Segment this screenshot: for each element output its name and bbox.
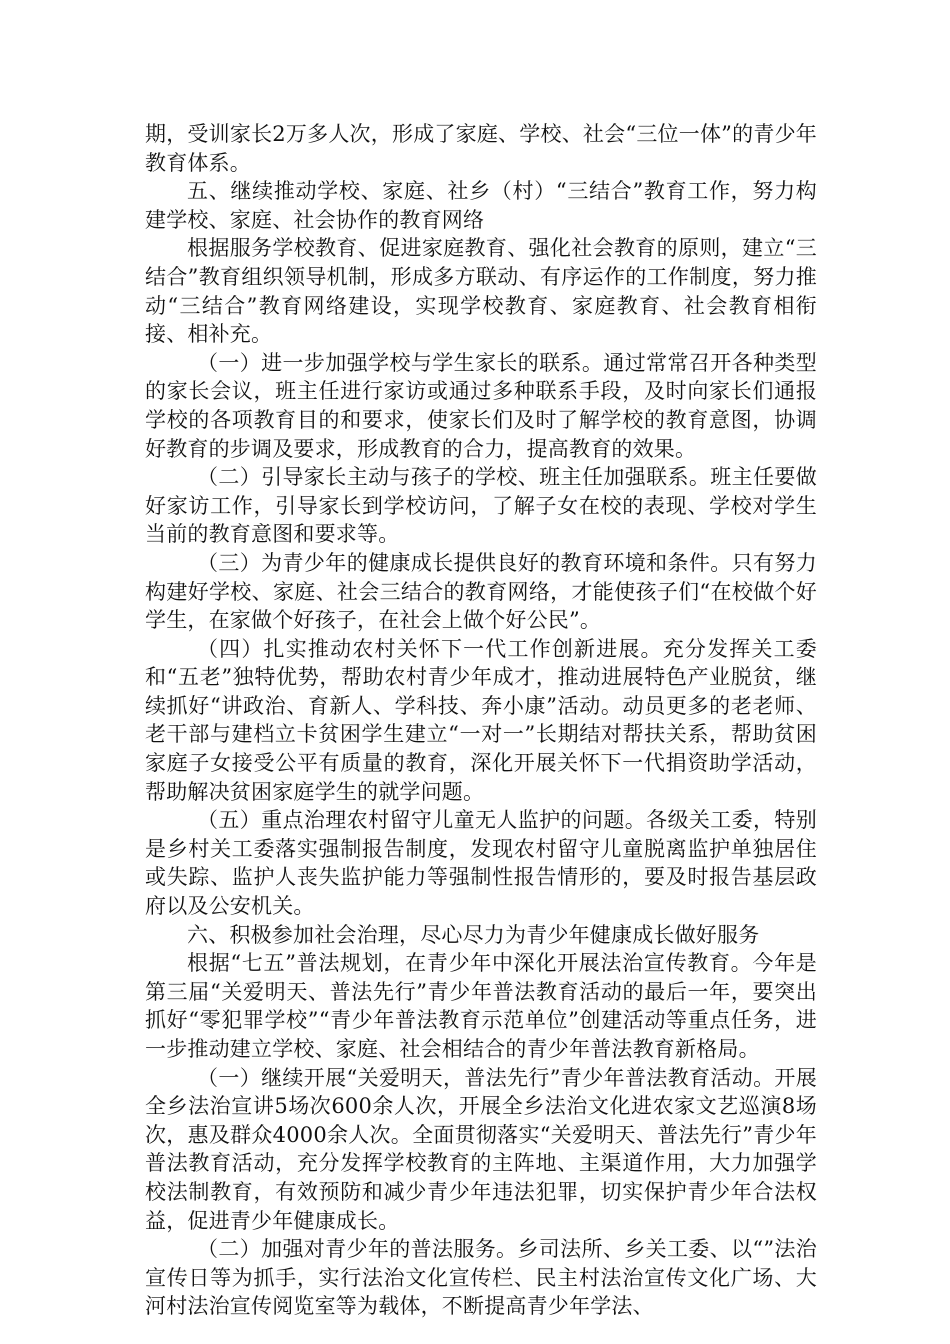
paragraph-item-2-guide-parents: （二）引导家长主动与孩子的学校、班主任加强联系。班主任要做好家访工作，引导家长到学校访问，了解子女在校的表现、学校对学生当前的教育意图和要求等。 <box>145 465 817 547</box>
paragraph-item-4-rural-care: （四）扎实推动农村关怀下一代工作创新进展。充分发挥关工委和“五老”独特优势，帮助农村青少年成才，推动进展特色产业脱贫，继续抓好“讲政治、育新人、学科技、奔小康”活动。动员更多的老老师、老干部与建档立卡贫困学生建立“一对一”长期结对帮扶关系，帮助贫困家庭子女接受公平有质量的教育，深化开展关怀下一代捐资助学活动，帮助解决贫困家庭学生的就学问题。 <box>145 636 817 804</box>
section-heading-six: 六、积极参加社会治理，尽心尽力为青少年健康成长做好服务 <box>187 922 760 947</box>
paragraph-continuation: 期，受训家长2万多人次，形成了家庭、学校、社会“三位一体”的青少年教育体系。 <box>145 122 817 175</box>
paragraph-item-3-education-environment: （三）为青少年的健康成长提供良好的教育环境和条件。只有努力构建好学校、家庭、社会三结合的教育网络，才能使孩子们“在校做个好学生，在家做个好孩子，在社会上做个好公民”。 <box>145 550 817 633</box>
paragraph-item-5-left-behind-children: （五）重点治理农村留守儿童无人监护的问题。各级关工委，特别是乡村关工委落实强制报告制度，发现农村留守儿童脱离监护单独居住或失踪、监护人丧失监护能力等强制性报告情形的，要及时报告基层政府以及公安机关。 <box>145 808 817 919</box>
document-body <box>145 120 817 1321</box>
paragraph-legal-education-plan: 根据“七五”普法规划，在青少年中深化开展法治宣传教育。今年是第三届“关爱明天、普法先行”青少年普法教育活动的最后一年，要突出抓好“零犯罪学校”“青少年普法教育示范单位”创建活动等重点任务，进一步推动建立学校、家庭、社会相结合的青少年普法教育新格局。 <box>145 951 817 1061</box>
section-heading-five: 五、继续推动学校、家庭、社乡（村）“三结合”教育工作，努力构建学校、家庭、社会协作的教育网络 <box>145 179 817 232</box>
paragraph-item-1-school-parent-contact: （一）进一步加强学校与学生家长的联系。通过常常召开各种类型的家长会议，班主任进行家访或通过多种联系手段，及时向家长们通报学校的各项教育目的和要求，使家长们及时了解学校的教育意图，协调好教育的步调及要求，形成教育的合力，提高教育的效果。 <box>145 350 817 461</box>
paragraph-three-combination-principle: 根据服务学校教育、促进家庭教育、强化社会教育的原则，建立“三结合”教育组织领导机制，形成多方联动、有序运作的工作制度，努力推动“三结合”教育网络建设，实现学校教育、家庭教育、社会教育相衔接、相补充。 <box>145 236 817 347</box>
paragraph-item-2-legal-services: （二）加强对青少年的普法服务。乡司法所、乡关工委、以“”法治宣传日等为抓手，实行法治文化宣传栏、民主村法治宣传文化广场、大河村法治宣传阅览室等为载体，不断提高青少年学法、 <box>145 1237 817 1319</box>
paragraph-item-1-legal-education-activity: （一）继续开展“关爱明天，普法先行”青少年普法教育活动。开展全乡法治宣讲5场次600余人次，开展全乡法治文化进农家文艺巡演8场次，惠及群众4000余人次。全面贯彻落实“关爱明天、普法先行”青少年普法教育活动，充分发挥学校教育的主阵地、主渠道作用，大力加强学校法制教育，有效预防和减少青少年违法犯罪，切实保护青少年合法权益，促进青少年健康成长。 <box>145 1065 817 1233</box>
